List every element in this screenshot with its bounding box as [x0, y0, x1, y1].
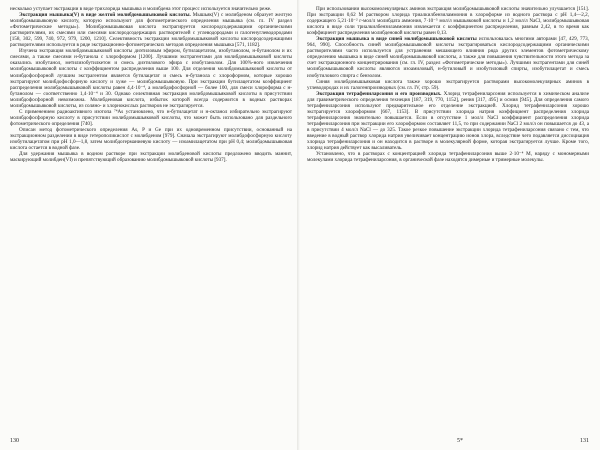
- paragraph-text: Описан метод фотометрического определения As, P и Ge при их одновременном присутствии, основанный на экстракционном разделении в виде гетерополикислот с молибденом [979]. Сначала экстрагируют молибдофосфорную кислоту изобутилацетатом при pH 1,0—1,8, затем молибдогерманиевую кислоту — изоамилацетатом при pH 0,4; молибдомышьяковая кислота остается в водной фазе.: [10, 126, 292, 152]
- paragraph-text: Изучена экстракция молибдомышьяковой кислоты диэтиловым эфиром, бутилацетатом, изобутанолом, н-бутанолом и их смесями, а также смесями н-бутанола с хлороформом [1200]. Лучшими экстрагентами для молибдомышьяковой кислоты оказались изобутанол, метилизобутилкетон и смесь диэтилового эфира с изобутанолом. Для 100%-ного извлечения молибдомышьяковой кислоты с коэффициентом распределения выше 100. Для отделения молибдомышьяковой кислоты от молибдофосфорной лучшим экстрагентом является бутилацетат и смесь н-бутанола с хлороформом, которые хорошо экстрагируют молибдофосфорную кислоту и хуже — молибдомышьяковую. При экстракции бутилацетатом коэффициент распределения молибдомышьяковой кислоты равен 4,4·10⁻⁴, а молибдофосфорной — более 100, для смеси хлороформа с н-бутанолом — соответственно 1,4·10⁻⁴ и 30. Однако селективная экстракция молибдомышьяковой кислоты в присутствии молибдофосфорной невозможна. Молибденовая кислота, избыток которой всегда содержится в водных растворах молибдомышьяковой кислоты, из солянo- и хлорнокислых растворов не экстрагируется.: [10, 48, 292, 109]
- paragraph: [10, 12, 292, 48]
- paragraph-text: Для удержания мышьяка в водном растворе при экстракции молибденовой кислоты предложено вводить маннит, маскирующий молибден(VI) и препятствующий образованию молибдомышьяковой кислоты [937].: [10, 151, 292, 164]
- paragraph: [10, 109, 292, 127]
- right-page-body: [307, 6, 589, 163]
- right-page-number: 131: [580, 438, 589, 444]
- section-heading: Экстракция мышьяка(V) в виде желтой молибдомышьяковой кислоты.: [19, 12, 191, 19]
- paragraph: [10, 127, 292, 151]
- paragraph: [307, 79, 589, 91]
- left-page: [10, 6, 292, 444]
- paragraph: [307, 151, 589, 163]
- left-page-number: 130: [10, 438, 19, 444]
- paragraph-text: При использовании высокомолекулярных аминов экстракция молибдомышьяковой кислоты значительно улучшается [151]. При экстракции 0,62 М раствором хлорида триалкилбензиламмония в хлороформе из водного раствора с pH 1,4—2,2, содержащего 5,21·10⁻² г-мол/л молибдата аммония, 7·10⁻⁵ мол/л мышьяковой кислоты и 1,2 мол/л NaCl, молибдомышьяковая кислота в виде соли триалкилбензиламмония извлекается с коэффициентом распределения, равным 2,42, в то время как коэффициент распределения молибденовой кислоты равен 0,13.: [307, 6, 589, 37]
- right-page: [307, 6, 589, 444]
- paragraph: [307, 36, 589, 78]
- paragraph-text: несколько уступает экстракции в виде трихлорида мышьяка и молибдена этот процесс используется значительно реже.: [10, 6, 272, 12]
- paragraph-text: Синяя молибдомышьяковая кислота также хорошо экстрагируется растворами высокомолекулярных аминов в углеводородах и их галогенпроизводных (см. гл. IV, стр. 59).: [307, 78, 589, 91]
- paragraph: [10, 151, 292, 163]
- paragraph: [10, 48, 292, 108]
- paragraph: [307, 91, 589, 151]
- paragraph-text: С применением радиоактивного изотопа ⁷⁴As установлено, что н-бутилацетат и н-октанол избирательно экстрагируют молибдофосфорную кислоту в присутствии молибдомышьяковой кислоты, что может быть использовано для раздельного фотометрического определения [740].: [10, 108, 292, 127]
- paragraph-text: Мышьяк(V) с молибденом образует желтую молибдомышьяковую кислоту, которую используют для фотометрического определения мышьяка (см. гл. IV раздел «Фотометрические методы»). Молибдомышьяковая кислота экстрагируется кислородсодержащими органическими растворителями, их смесями или смесями кислородсодержащих растворителей с углеводородами и галогенуглеводородами [158, 302, 599, 740, 972, 979, 1200, 1210]. Селективность экстракции молибдомышьяковой кислоты кислородсодержащими растворителями используется в ряде экстракционно-фотометрических методов определения мышьяка [571, 1182].: [10, 12, 292, 49]
- paragraph-text: использовалась многими авторами [47, 429, 773, 964, 990]. Способность синей молибдомышьяковой кислоты экстрагироваться кислородсодержащими органическими растворителями часто используется для устранения мешающего влияния ряда других элементов фотометрическому определению мышьяка в виде синей молибдомышьяковой кислоты, а также для повышения чувствительности этого метода за счет экстракционного концентрирования (см. гл. IV, раздел «Фотометрические методы»). Лучшими экстрагентами для синей молибдомышьяковой кислоты являются изоамиловый, н-бутиловый и изобутиловый спирты, изобутилацетат и смесь изобутилового спирта с бензолом.: [307, 36, 589, 79]
- paragraph-text: Установлено, что в растворах с концентрацией хлорида тетрафениларсония выше 2·10⁻⁴ М, наряду с мономерными молекулами хлорида тетрафениларсония, в органической фазе находятся димерные и тримерные молекулы.: [307, 151, 589, 164]
- left-page-body: [10, 6, 292, 163]
- section-heading: Экстракция тетрафениларсония и его производных.: [316, 90, 442, 97]
- gutter: [297, 0, 300, 450]
- section-heading: Экстракция мышьяка в виде синей молибдомышьяковой кислоты: [316, 36, 477, 43]
- paragraph-text: Хлорид тетрафениларсония используется в химическом анализе для гравиметрического определения технеция [187, 319, 770, 1152], рения [317, 495] и осмия [945]. Для определения самого тетрафениларсония используют предварительное его отделение экстракцией. Хлорид тетрафениларсония хорошо экстрагируется хлороформом [667, 1153]. В присутствии хлорида натрия коэффициент распределения хлорида тетрафениларсония значительно повышается. Если в отсутствие 1 мол/л NaCl коэффициент распределения хлорида тетрафениларсония при экстракции его хлороформом составляет 11,5, то при содержании NaCl 2 мол/л он повышается до 43, а в присутствии 4 мол/л NaCl — до 325. Такое резкое повышение экстракции хлорида тетрафениларсония связано с тем, что введение в водный раствор хлорида натрия увеличивает концентрацию ионов хлора, вследствие чего подавляется диссоциация хлорида тетрафениларсония и он находится в растворе в молекулярной форме, которая экстрагируется лучше. Кроме того, хлорид натрия действует как высаливатель.: [307, 90, 589, 152]
- paragraph: [307, 6, 589, 36]
- signature-mark: 5*: [457, 438, 463, 444]
